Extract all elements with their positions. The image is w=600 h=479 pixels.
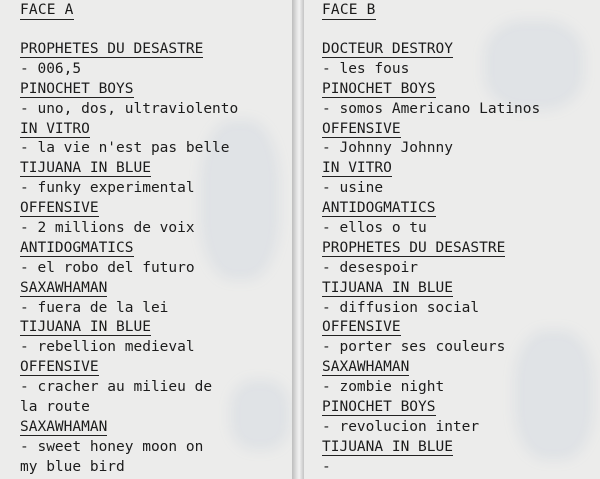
song-title-text: -	[322, 458, 331, 475]
band-name-text: PINOCHET BOYS	[322, 80, 436, 97]
song-title-text: - les fous	[322, 60, 410, 77]
song-title	[322, 219, 540, 239]
song-title	[322, 378, 540, 398]
band-name-text: IN VITRO	[322, 160, 392, 177]
band-name	[20, 418, 238, 438]
song-title	[322, 338, 540, 358]
band-name	[20, 358, 238, 378]
song-title	[20, 338, 238, 358]
band-name-text: TIJUANA IN BLUE	[322, 438, 453, 455]
band-name	[322, 80, 540, 100]
song-title	[20, 438, 238, 458]
song-title-text: - usine	[322, 180, 384, 197]
band-name	[20, 120, 238, 140]
song-title-text: - zombie night	[322, 379, 445, 396]
band-name-text: ANTIDOGMATICS	[20, 239, 134, 256]
song-title	[322, 179, 540, 199]
song-title	[20, 378, 238, 398]
band-name	[322, 40, 540, 60]
song-title-text: - cracher au milieu de	[20, 379, 213, 396]
song-title	[20, 139, 238, 159]
band-name	[322, 438, 540, 458]
band-name-text: OFFENSIVE	[20, 200, 99, 217]
song-title-text: - revolucion inter	[322, 418, 480, 435]
face-a-panel	[0, 0, 292, 479]
band-name	[20, 239, 238, 259]
band-name-text: PINOCHET BOYS	[20, 80, 134, 97]
band-name	[322, 358, 540, 378]
song-title	[20, 458, 238, 478]
song-title-text: - desespoir	[322, 259, 419, 276]
band-name-text: OFFENSIVE	[20, 359, 99, 376]
song-title	[322, 139, 540, 159]
song-title	[20, 299, 238, 319]
face-b-panel	[304, 0, 600, 479]
band-name	[322, 318, 540, 338]
fold-crease	[292, 0, 304, 479]
song-title-text: - porter ses couleurs	[322, 339, 506, 356]
song-title-text: - 006,5	[20, 60, 82, 77]
song-title-text: la route	[20, 399, 90, 416]
band-name	[322, 398, 540, 418]
song-title-text: - la vie n'est pas belle	[20, 140, 230, 157]
song-title-text: - el robo del futuro	[20, 259, 195, 276]
band-name-text: PROPHETES DU DESASTRE	[20, 41, 204, 57]
show-through-mark	[230, 380, 290, 450]
band-name-text: OFFENSIVE	[322, 120, 401, 137]
song-title	[20, 398, 238, 418]
band-name	[20, 199, 238, 219]
song-title-text: - sweet honey moon on	[20, 438, 204, 455]
band-name-text: TIJUANA IN BLUE	[20, 319, 151, 336]
band-name	[20, 159, 238, 179]
band-name	[322, 239, 540, 259]
song-title	[322, 60, 540, 80]
band-name-text: DOCTEUR DESTROY	[322, 41, 453, 57]
song-title	[20, 219, 238, 239]
band-name	[322, 279, 540, 299]
band-name-text: SAXAWHAMAN	[20, 418, 108, 435]
band-name-text: SAXAWHAMAN	[322, 359, 410, 376]
song-title	[322, 299, 540, 319]
band-name-text: PROPHETES DU DESASTRE	[322, 239, 506, 256]
band-name	[20, 80, 238, 100]
song-title-text: - Johnny Johnny	[322, 140, 453, 157]
band-name-text: SAXAWHAMAN	[20, 279, 108, 296]
band-name-text: OFFENSIVE	[322, 319, 401, 336]
face-b-tracklist	[322, 40, 540, 478]
song-title	[20, 259, 238, 279]
song-title	[322, 418, 540, 438]
song-title	[322, 259, 540, 279]
band-name-text: TIJUANA IN BLUE	[322, 279, 453, 296]
song-title-text: - uno, dos, ultraviolento	[20, 100, 239, 117]
song-title-text: - funky experimental	[20, 180, 195, 197]
song-title-text: - fuera de la lei	[20, 299, 169, 316]
song-title-text: - diffusion social	[322, 299, 480, 316]
song-title	[322, 100, 540, 120]
band-name-text: IN VITRO	[20, 120, 90, 137]
song-title	[322, 458, 540, 478]
song-title-text: - somos Americano Latinos	[322, 100, 541, 117]
band-name-text: ANTIDOGMATICS	[322, 200, 436, 217]
song-title-text: - 2 millions de voix	[20, 220, 195, 237]
face-a-title: FACE A	[20, 2, 74, 18]
song-title	[20, 179, 238, 199]
band-name	[20, 318, 238, 338]
band-name	[322, 199, 540, 219]
band-name-text: TIJUANA IN BLUE	[20, 160, 151, 177]
song-title	[20, 60, 238, 80]
face-a-tracklist	[20, 40, 238, 478]
band-name	[322, 120, 540, 140]
song-title-text: - ellos o tu	[322, 220, 427, 237]
song-title-text: my blue bird	[20, 458, 125, 475]
band-name	[322, 159, 540, 179]
band-name-text: PINOCHET BOYS	[322, 399, 436, 416]
band-name	[20, 40, 238, 60]
band-name	[20, 279, 238, 299]
face-b-title: FACE B	[322, 2, 376, 18]
song-title-text: - rebellion medieval	[20, 339, 195, 356]
song-title	[20, 100, 238, 120]
